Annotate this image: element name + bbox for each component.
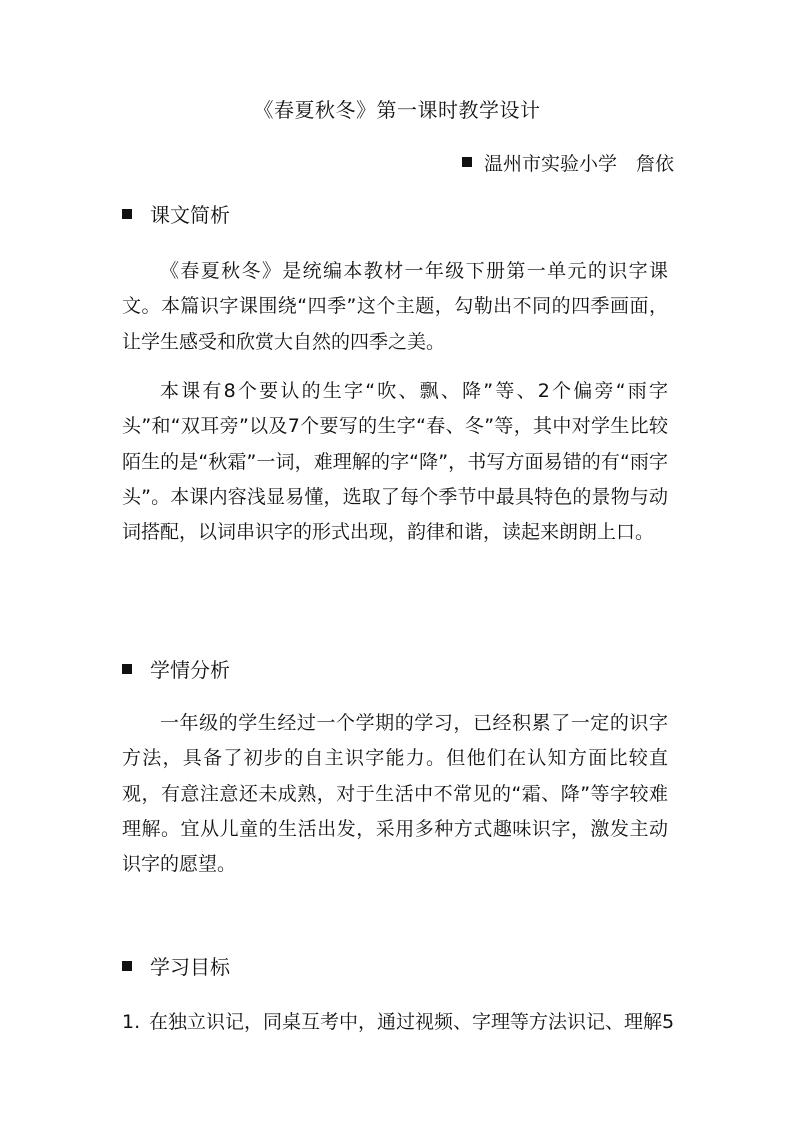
square-bullet-icon (122, 209, 132, 219)
square-bullet-icon (462, 157, 472, 167)
author-line (462, 148, 674, 180)
paragraph-text-analysis-2: 本课有8个要认的生字“吹、飘、降”等、2个偏旁“雨字头”和“双耳旁”以及7个要写的生字“春、冬”等，其中对学生比较陌生的是“秋霜”一词，难理解的字“降”，书写方面易错的有“雨字头”。本课内容浅显易懂，选取了每个季节中最具特色的景物与动词搭配，以词串识字的形式出现，韵律和谐，读起来朗朗上口。 (122, 380, 668, 544)
section-heading-label: 课文简析 (150, 203, 230, 227)
square-bullet-icon (122, 664, 132, 674)
list-item-text: 在独立识记，同桌互考中，通过视频、字理等方法识记、理解5 (149, 1011, 675, 1033)
section-heading-learning-goals (122, 950, 230, 984)
author-text: 温州市实验小学 詹依 (483, 153, 674, 175)
section-heading-text-analysis (122, 198, 230, 232)
document-title: 《春夏秋冬》第一课时教学设计 (253, 98, 541, 122)
section-heading-label: 学习目标 (150, 955, 230, 979)
list-item-number: 1. (122, 1011, 141, 1033)
list-item (122, 1005, 682, 1040)
section-heading-label: 学情分析 (150, 658, 230, 682)
square-bullet-icon (122, 961, 132, 971)
section-heading-student-analysis (122, 653, 230, 687)
paragraph-student-analysis: 一年级的学生经过一个学期的学习，已经积累了一定的识字方法，具备了初步的自主识字能力。但他们在认知方面比较直观，有意注意还未成熟，对于生活中不常见的“霜、降”等字较难理解。宜从儿童的生活出发，采用多种方式趣味识字，激发主动识字的愿望。 (122, 712, 668, 876)
paragraph-text-analysis-1: 《春夏秋冬》是统编本教材一年级下册第一单元的识字课文。本篇识字课围绕“四季”这个主题，勾勒出不同的四季画面，让学生感受和欣赏大自然的四季之美。 (122, 260, 668, 353)
